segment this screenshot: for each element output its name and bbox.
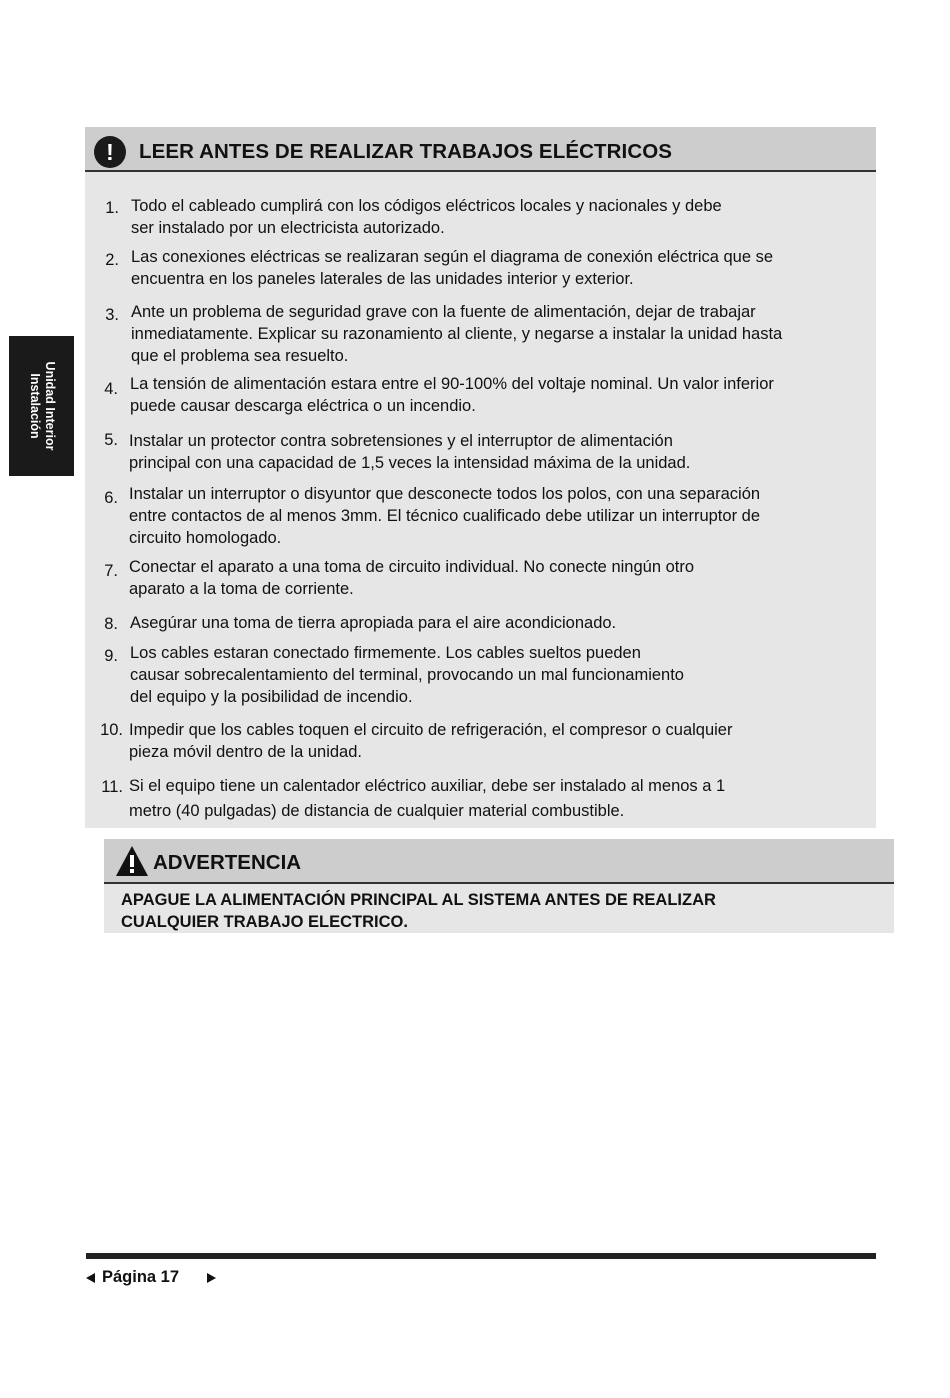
item-line: causar sobrecalentamiento del terminal, provocando un mal funcionamiento (130, 666, 684, 684)
electrical-work-section (85, 127, 876, 828)
item-number: 10. (100, 721, 123, 739)
item-line: Instalar un protector contra sobretensiones y el interruptor de alimentación (129, 432, 673, 450)
side-tab-text (27, 362, 57, 451)
item-line: aparato a la toma de corriente. (129, 580, 354, 598)
item-number: 5. (104, 431, 118, 449)
section-title: LEER ANTES DE REALIZAR TRABAJOS ELÉCTRICOS (139, 140, 673, 163)
warning-text (121, 889, 861, 933)
item-number: 3. (105, 306, 119, 324)
item-line: del equipo y la posibilidad de incendio. (130, 688, 413, 706)
exclamation-icon: ! (94, 136, 126, 168)
item-line: encuentra en los paneles laterales de las unidades interior y exterior. (131, 270, 634, 288)
item-number: 6. (104, 489, 118, 507)
item-line: Todo el cableado cumplirá con los códigos eléctricos locales y nacionales y debe (131, 197, 722, 215)
warning-header (104, 839, 894, 884)
item-number: 11. (101, 778, 123, 796)
item-line: circuito homologado. (129, 529, 282, 547)
item-line: entre contactos de al menos 3mm. El técnico cualificado debe utilizar un interruptor de (129, 507, 761, 525)
item-line: Asegúrar una toma de tierra apropiada para el aire acondicionado. (130, 614, 617, 632)
item-number: 4. (104, 380, 118, 398)
next-page-arrow-icon[interactable] (207, 1273, 216, 1283)
item-line: Impedir que los cables toquen el circuito de refrigeración, el compresor o cualquier (129, 721, 733, 739)
item-line: metro (40 pulgadas) de distancia de cualquier material combustible. (129, 802, 625, 820)
item-line: puede causar descarga eléctrica o un incendio. (130, 397, 476, 415)
section-header (85, 127, 876, 172)
warning-line: APAGUE LA ALIMENTACIÓN PRINCIPAL AL SISTEMA ANTES DE REALIZAR (121, 891, 716, 909)
item-number: 2. (105, 251, 119, 269)
item-line: Ante un problema de seguridad grave con la fuente de alimentación, dejar de trabajar (131, 303, 756, 321)
item-number: 8. (104, 615, 118, 633)
item-line: Instalar un interruptor o disyuntor que desconecte todos los polos, con una separación (129, 485, 761, 503)
item-line: ser instalado por un electricista autorizado. (131, 219, 445, 237)
warning-line: CUALQUIER TRABAJO ELECTRICO. (121, 913, 408, 931)
item-line: pieza móvil dentro de la unidad. (129, 743, 362, 761)
item-line: Si el equipo tiene un calentador eléctrico auxiliar, debe ser instalado al menos a 1 (129, 777, 726, 795)
item-number: 1. (105, 199, 119, 217)
item-line: que el problema sea resuelto. (131, 347, 349, 365)
side-tab-line2: Instalación (27, 373, 42, 439)
item-number: 9. (104, 647, 118, 665)
side-tab-line1: Unidad Interior (42, 361, 57, 451)
side-tab (9, 336, 74, 476)
item-line: Las conexiones eléctricas se realizaran según el diagrama de conexión eléctrica que se (131, 248, 774, 266)
item-line: La tensión de alimentación estara entre el 90-100% del voltaje nominal. Un valor inferior (130, 375, 774, 393)
footer-rule (86, 1253, 876, 1259)
page-number: Página 17 (102, 1268, 180, 1286)
page-footer (86, 1266, 216, 1288)
warning-title: ADVERTENCIA (153, 851, 302, 874)
item-line: principal con una capacidad de 1,5 veces la intensidad máxima de la unidad. (129, 454, 691, 472)
warning-triangle-icon (114, 844, 150, 878)
item-line: Los cables estaran conectado firmemente. Los cables sueltos pueden (130, 644, 641, 662)
previous-page-arrow-icon[interactable] (86, 1273, 95, 1283)
warning-box (104, 839, 894, 933)
item-line: Conectar el aparato a una toma de circuito individual. No conecte ningún otro (129, 558, 695, 576)
item-number: 7. (104, 562, 118, 580)
item-line: inmediatamente. Explicar su razonamiento al cliente, y negarse a instalar la unidad hasta (131, 325, 783, 343)
